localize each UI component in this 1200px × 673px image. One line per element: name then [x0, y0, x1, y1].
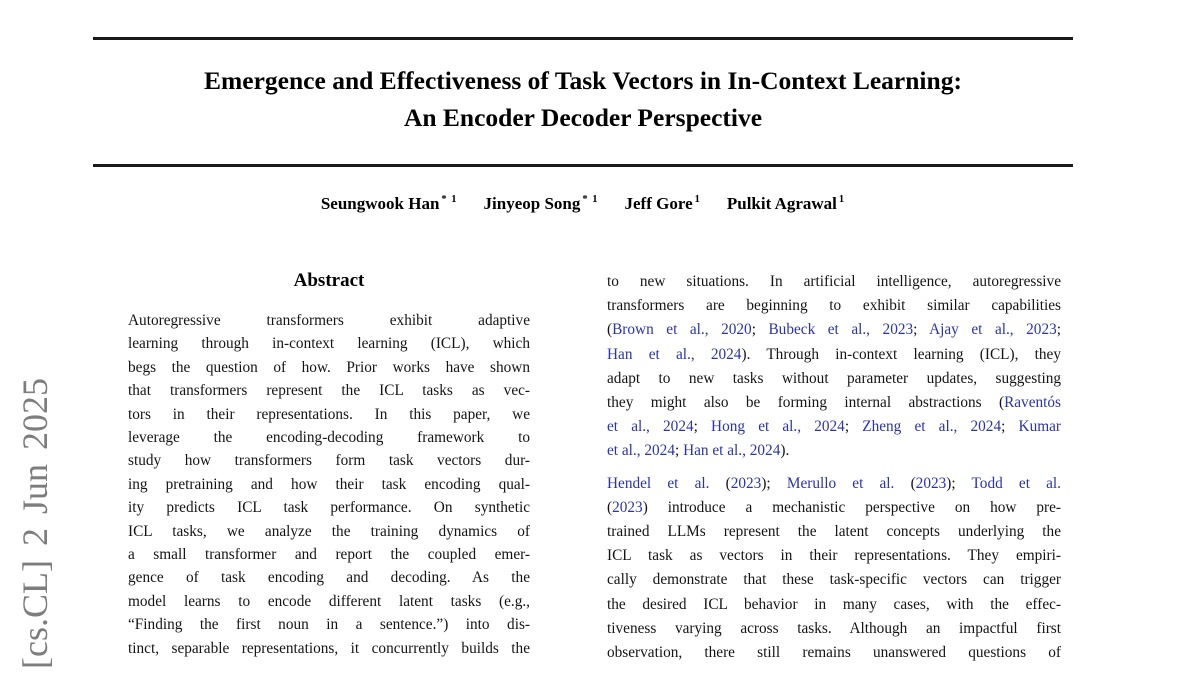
text-line: a small transformer and report the coupled emer- — [128, 546, 530, 564]
text-line: learning through in-context learning (ICL), which — [128, 335, 530, 353]
text-segment: transformers are beginning to exhibit similar capabilities — [607, 297, 1061, 315]
citation-link[interactable]: Hong et al., 2024 — [711, 418, 845, 436]
citation-link[interactable]: 2023 — [730, 474, 762, 492]
text-segment: observation, there still remains unanswered questions of — [607, 644, 1061, 662]
text-line — [607, 641, 1061, 665]
text-line: tinct, separable representations, it concurrently builds the — [128, 639, 530, 657]
paper-title — [93, 62, 1073, 136]
author-name: Pulkit Agrawal — [726, 194, 837, 213]
text-line: ity predicts ICL task performance. On synthetic — [128, 499, 530, 517]
text-segment: adapt to new tasks without parameter updates, suggesting — [607, 369, 1061, 387]
abstract-text — [128, 309, 530, 660]
text-segment: ; — [844, 418, 863, 436]
text-line: ICL tasks, we analyze the training dynamics of — [128, 522, 530, 540]
title-line-2: An Encoder Decoder Perspective — [403, 103, 763, 132]
text-segment: ; — [1056, 321, 1062, 339]
text-segment: ICL task as vectors in their representations. They empiri- — [607, 547, 1061, 565]
citation-link[interactable]: Todd et al. — [971, 474, 1061, 492]
text-segment: ( — [607, 498, 613, 516]
author-name: Jinyeop Song — [483, 194, 581, 213]
citation-link[interactable]: Han et al., 2024 — [683, 442, 781, 460]
text-segment: ; — [693, 418, 712, 436]
citation-link[interactable]: Brown et al., 2020 — [612, 321, 752, 339]
citation-link[interactable]: 2023 — [612, 498, 643, 516]
text-segment: ( — [709, 474, 731, 492]
text-segment: ( — [894, 474, 916, 492]
text-segment: cally demonstrate that these task-specific vectors can trigger — [607, 571, 1061, 589]
citation-link[interactable]: Bubeck et al., 2023 — [768, 321, 914, 339]
text-line: model learns to encode different latent tasks (e.g., — [128, 592, 530, 610]
abstract-heading: Abstract — [293, 270, 365, 291]
text-segment: ). Through in-context learning (ICL), they — [741, 345, 1061, 363]
text-line: “Finding the first noun in a sentence.”) into dis- — [128, 616, 530, 634]
citation-link[interactable]: Hendel et al. — [607, 474, 710, 492]
citation-link[interactable]: Ajay et al., 2023 — [929, 321, 1057, 339]
text-line — [607, 343, 1061, 367]
text-line — [607, 617, 1061, 641]
text-line — [607, 270, 1061, 294]
author — [727, 194, 845, 214]
text-line — [607, 294, 1061, 318]
text-line: that transformers represent the ICL tasks as vec- — [128, 382, 530, 400]
citation-link[interactable]: Raventós — [1004, 394, 1061, 412]
text-segment: ) introduce a mechanistic perspective on how pre- — [642, 498, 1061, 516]
author — [484, 194, 599, 214]
text-segment: ( — [607, 321, 613, 339]
text-segment: ; — [751, 321, 769, 339]
text-line — [607, 544, 1061, 568]
text-segment: ; — [1001, 418, 1019, 436]
authors-row — [93, 194, 1073, 214]
text-line — [607, 568, 1061, 592]
intro-column — [607, 270, 1061, 673]
citation-link[interactable]: et al., 2024 — [607, 442, 675, 460]
text-segment: ; — [674, 442, 684, 460]
citation-link[interactable]: Kumar — [1018, 418, 1061, 436]
text-segment: ); — [946, 474, 972, 492]
author-superscript: * 1 — [582, 194, 599, 206]
text-segment: tiveness varying across tasks. Although an impactful first — [607, 619, 1061, 637]
author-name: Jeff Gore — [624, 194, 693, 213]
citation-link[interactable]: et al., 2024 — [607, 418, 694, 436]
citation-link[interactable]: Han et al., 2024 — [607, 345, 742, 363]
text-line — [607, 391, 1061, 415]
author — [625, 194, 701, 214]
arxiv-watermark: [cs.CL] 2 Jun 2025 — [15, 378, 55, 669]
text-segment: the desired ICL behavior in many cases, with the effec- — [607, 595, 1061, 613]
intro-paragraph — [607, 472, 1061, 666]
title-line-1: Emergence and Effectiveness of Task Vectors in In-Context Learning: — [204, 66, 962, 95]
text-segment: trained LLMs represent the latent concepts underlying the — [607, 523, 1061, 541]
text-line: study how transformers form task vectors dur- — [128, 452, 530, 470]
text-segment: they might also be forming internal abstractions ( — [607, 394, 1005, 412]
text-line — [607, 520, 1061, 544]
text-segment: ; — [913, 321, 930, 339]
text-line: leverage the encoding-decoding framework to — [128, 429, 530, 447]
text-line — [607, 415, 1061, 439]
text-segment: ); — [761, 474, 787, 492]
author-superscript: * 1 — [441, 194, 458, 206]
text-line — [607, 472, 1061, 496]
author — [321, 194, 458, 214]
text-line — [607, 439, 1061, 463]
citation-link[interactable]: Merullo et al. — [786, 474, 895, 492]
text-line: begs the question of how. Prior works have shown — [128, 358, 530, 376]
top-rule — [93, 37, 1073, 40]
text-line: ing pretraining and how their task encoding qual- — [128, 475, 530, 493]
author-name: Seungwook Han — [320, 194, 440, 213]
intro-paragraph — [607, 270, 1061, 464]
text-line — [607, 496, 1061, 520]
text-line — [607, 593, 1061, 617]
text-segment: ). — [780, 442, 790, 460]
citation-link[interactable]: 2023 — [915, 474, 947, 492]
author-superscript: 1 — [838, 194, 846, 206]
text-line: Autoregressive transformers exhibit adaptive — [128, 312, 530, 329]
text-segment: to new situations. In artificial intelligence, autoregressive — [607, 273, 1061, 290]
text-line: tors in their representations. In this paper, we — [128, 405, 530, 423]
citation-link[interactable]: Zheng et al., 2024 — [862, 418, 1002, 436]
text-line — [607, 367, 1061, 391]
text-line: gence of task encoding and decoding. As the — [128, 569, 530, 587]
mid-rule — [93, 164, 1073, 167]
author-superscript: 1 — [694, 194, 701, 206]
text-line — [607, 318, 1061, 342]
